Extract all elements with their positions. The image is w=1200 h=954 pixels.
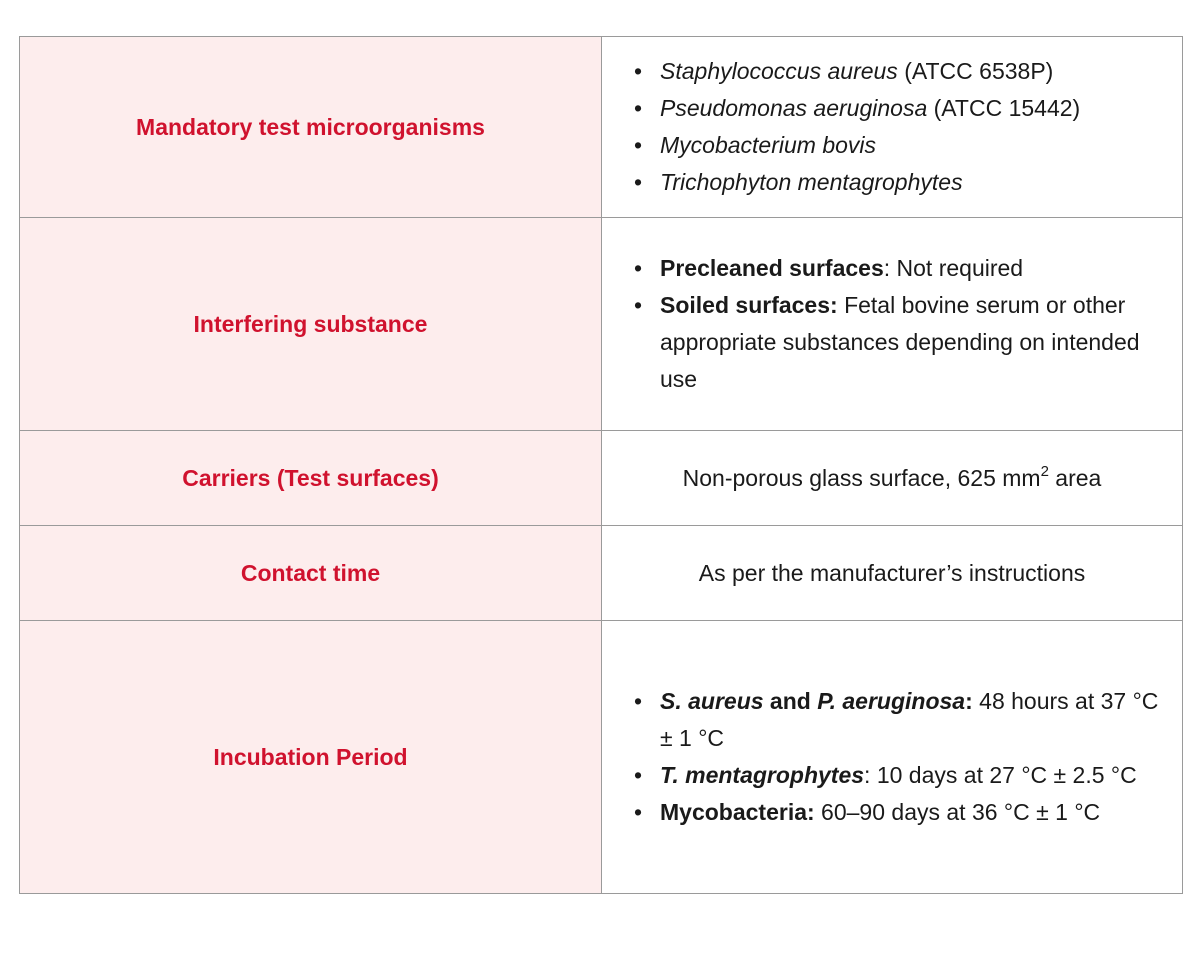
- carrier-text-end: area: [1048, 464, 1102, 491]
- table-row: [20, 37, 1183, 218]
- row-label-incubation: Incubation Period: [20, 621, 602, 894]
- species-name: P. aeruginosa: [817, 688, 966, 714]
- test-requirements-table: [19, 36, 1183, 894]
- row-value-microorganisms: [602, 37, 1183, 218]
- microorganism-list: [602, 53, 1182, 201]
- description: Fetal bovine serum or other appropriate substances depending on intended use: [660, 292, 1140, 392]
- term: Precleaned surfaces: [660, 255, 884, 281]
- species-name: T. mentagrophytes: [660, 762, 865, 788]
- term: Soiled surfaces:: [660, 292, 838, 318]
- list-item: [660, 287, 1164, 398]
- table-row: [20, 218, 1183, 431]
- incubation-list: [602, 683, 1182, 831]
- list-item: [660, 794, 1164, 831]
- list-item: [660, 250, 1164, 287]
- list-item: [660, 757, 1164, 794]
- list-item: [660, 683, 1164, 757]
- species-name: Trichophyton mentagrophytes: [660, 169, 963, 195]
- row-label-carriers: Carriers (Test surfaces): [20, 431, 602, 526]
- conjunction: and: [763, 688, 818, 714]
- table-row: [20, 526, 1183, 621]
- table-row: [20, 621, 1183, 894]
- description: : Not required: [883, 255, 1024, 281]
- strain-code: (ATCC 15442): [927, 95, 1081, 121]
- row-value-interfering: [602, 218, 1183, 431]
- term: Mycobacteria:: [660, 799, 815, 825]
- superscript: 2: [1040, 462, 1049, 480]
- list-item: [660, 164, 1164, 201]
- description: : 10 days at 27 °C ± 2.5 °C: [864, 762, 1137, 788]
- row-label-microorganisms: Mandatory test microorganisms: [20, 37, 602, 218]
- list-item: [660, 90, 1164, 127]
- species-name: Pseudomonas aeruginosa: [660, 95, 928, 121]
- list-item: [660, 53, 1164, 90]
- strain-code: (ATCC 6538P): [897, 58, 1054, 84]
- species-name: S. aureus: [660, 688, 764, 714]
- description: 60–90 days at 36 °C ± 1 °C: [814, 799, 1101, 825]
- row-label-contact-time: Contact time: [20, 526, 602, 621]
- colon: :: [965, 688, 973, 714]
- carrier-text: Non-porous glass surface, 625 mm: [682, 464, 1041, 491]
- row-label-interfering: Interfering substance: [20, 218, 602, 431]
- row-value-contact-time: As per the manufacturer’s instructions: [602, 526, 1183, 621]
- row-value-carriers: [602, 431, 1183, 526]
- list-item: [660, 127, 1164, 164]
- species-name: Staphylococcus aureus: [660, 58, 898, 84]
- interfering-list: [602, 250, 1182, 398]
- species-name: Mycobacterium bovis: [660, 132, 877, 158]
- table-row: [20, 431, 1183, 526]
- row-value-incubation: [602, 621, 1183, 894]
- description: 48 hours at 37 °C ± 1 °C: [660, 688, 1159, 751]
